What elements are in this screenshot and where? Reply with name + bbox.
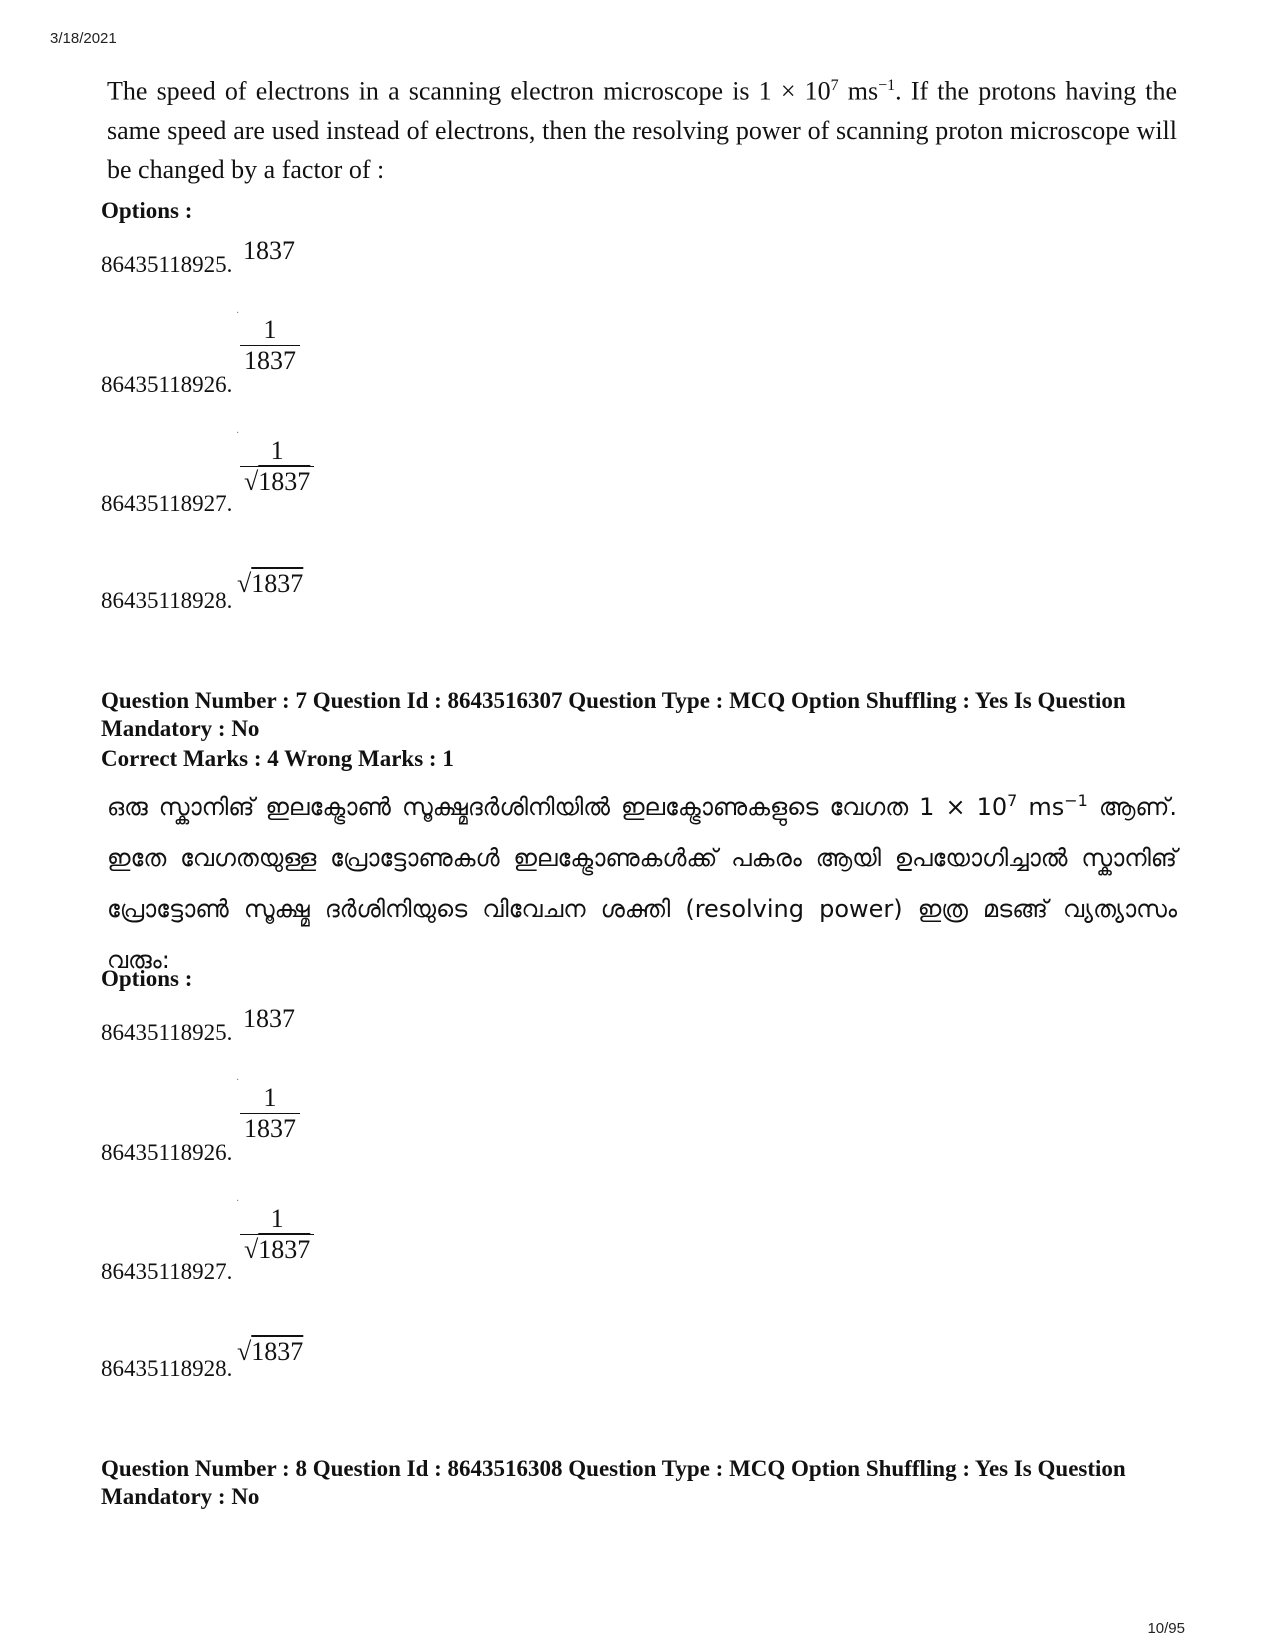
question-header: Question Number : 8 Question Id : 8643516308 Question Type : MCQ Option Shuffling : Yes Is Question Mandatory : No xyxy=(101,1456,1126,1509)
sqrt-icon: √ xyxy=(244,1235,259,1264)
fraction xyxy=(240,315,300,376)
print-date: 3/18/2021 xyxy=(50,30,117,47)
options-label: Options : xyxy=(101,198,193,223)
fraction xyxy=(240,1204,314,1265)
dot-mark: · xyxy=(236,308,240,319)
dot-mark: · xyxy=(236,428,240,439)
fraction xyxy=(240,1083,300,1144)
option-value: √1837 xyxy=(237,569,304,598)
fraction-denominator: √1837 xyxy=(240,1234,314,1265)
fraction-denominator: 1837 xyxy=(240,345,300,376)
page-number: 10/95 xyxy=(1147,1620,1185,1637)
sqrt-icon: √ xyxy=(237,1337,252,1366)
fraction-numerator: 1 xyxy=(270,1204,284,1233)
fraction xyxy=(240,436,314,497)
question-marks: Correct Marks : 4 Wrong Marks : 1 xyxy=(101,746,454,771)
option-id: 86435118927. xyxy=(101,1259,233,1284)
option-id: 86435118927. xyxy=(101,491,233,516)
question-stem-english: The speed of electrons in a scanning electron microscope is $1 \times 10^7$ $ms^{-1}$. If the protons having the same speed are used instead of electrons, then the resolving power of scanning proton microscope will be changed by a factor of : xyxy=(107,76,1178,184)
option-id: 86435118926. xyxy=(101,1140,233,1165)
question-header: Question Number : 7 Question Id : 8643516307 Question Type : MCQ Option Shuffling : Yes Is Question Mandatory : No xyxy=(101,688,1126,741)
option-id: 86435118926. xyxy=(101,372,233,397)
fraction-numerator: 1 xyxy=(263,1083,277,1112)
option-id: 86435118925. xyxy=(101,252,233,277)
options-label: Options : xyxy=(101,966,193,991)
option-value: √1837 xyxy=(237,1337,304,1366)
sqrt-icon: √ xyxy=(237,569,252,598)
sqrt-icon: √ xyxy=(244,467,259,496)
option-value: 1837 xyxy=(243,1004,295,1033)
fraction-numerator: 1 xyxy=(263,315,277,344)
option-id: 86435118925. xyxy=(101,1020,233,1045)
fraction-numerator: 1 xyxy=(270,436,284,465)
fraction-denominator: √1837 xyxy=(240,466,314,497)
option-id: 86435118928. xyxy=(101,1356,233,1381)
option-id: 86435118928. xyxy=(101,588,233,613)
dot-mark: · xyxy=(236,1075,240,1086)
question-stem-malayalam: ഒരു സ്കാനിങ് ഇലക്ട്രോൺ സൂക്ഷ്മദർശിനിയിൽ ഇലക്ട്രോണുകളുടെ വേഗത $1 \times 10^7$ $ms^{-1}$ ആണ്. ഇതേ വേഗതയുള്ള പ്രോട്ടോണുകൾ ഇലക്ട്രോണുകൾക്ക് പകരം ആയി ഉപയോഗിച്ചാൽ സ്കാനിങ് പ്രോട്ടോൺ സൂക്ഷ്മ ദർശിനിയുടെ വിവേചന ശക്തി (resolving power) ഇത്ര മടങ്ങ് വ്യത്യാസം വരും: xyxy=(107,791,1177,974)
dot-mark: · xyxy=(236,1196,240,1207)
fraction-denominator: 1837 xyxy=(240,1113,300,1144)
option-value: 1837 xyxy=(243,236,295,265)
